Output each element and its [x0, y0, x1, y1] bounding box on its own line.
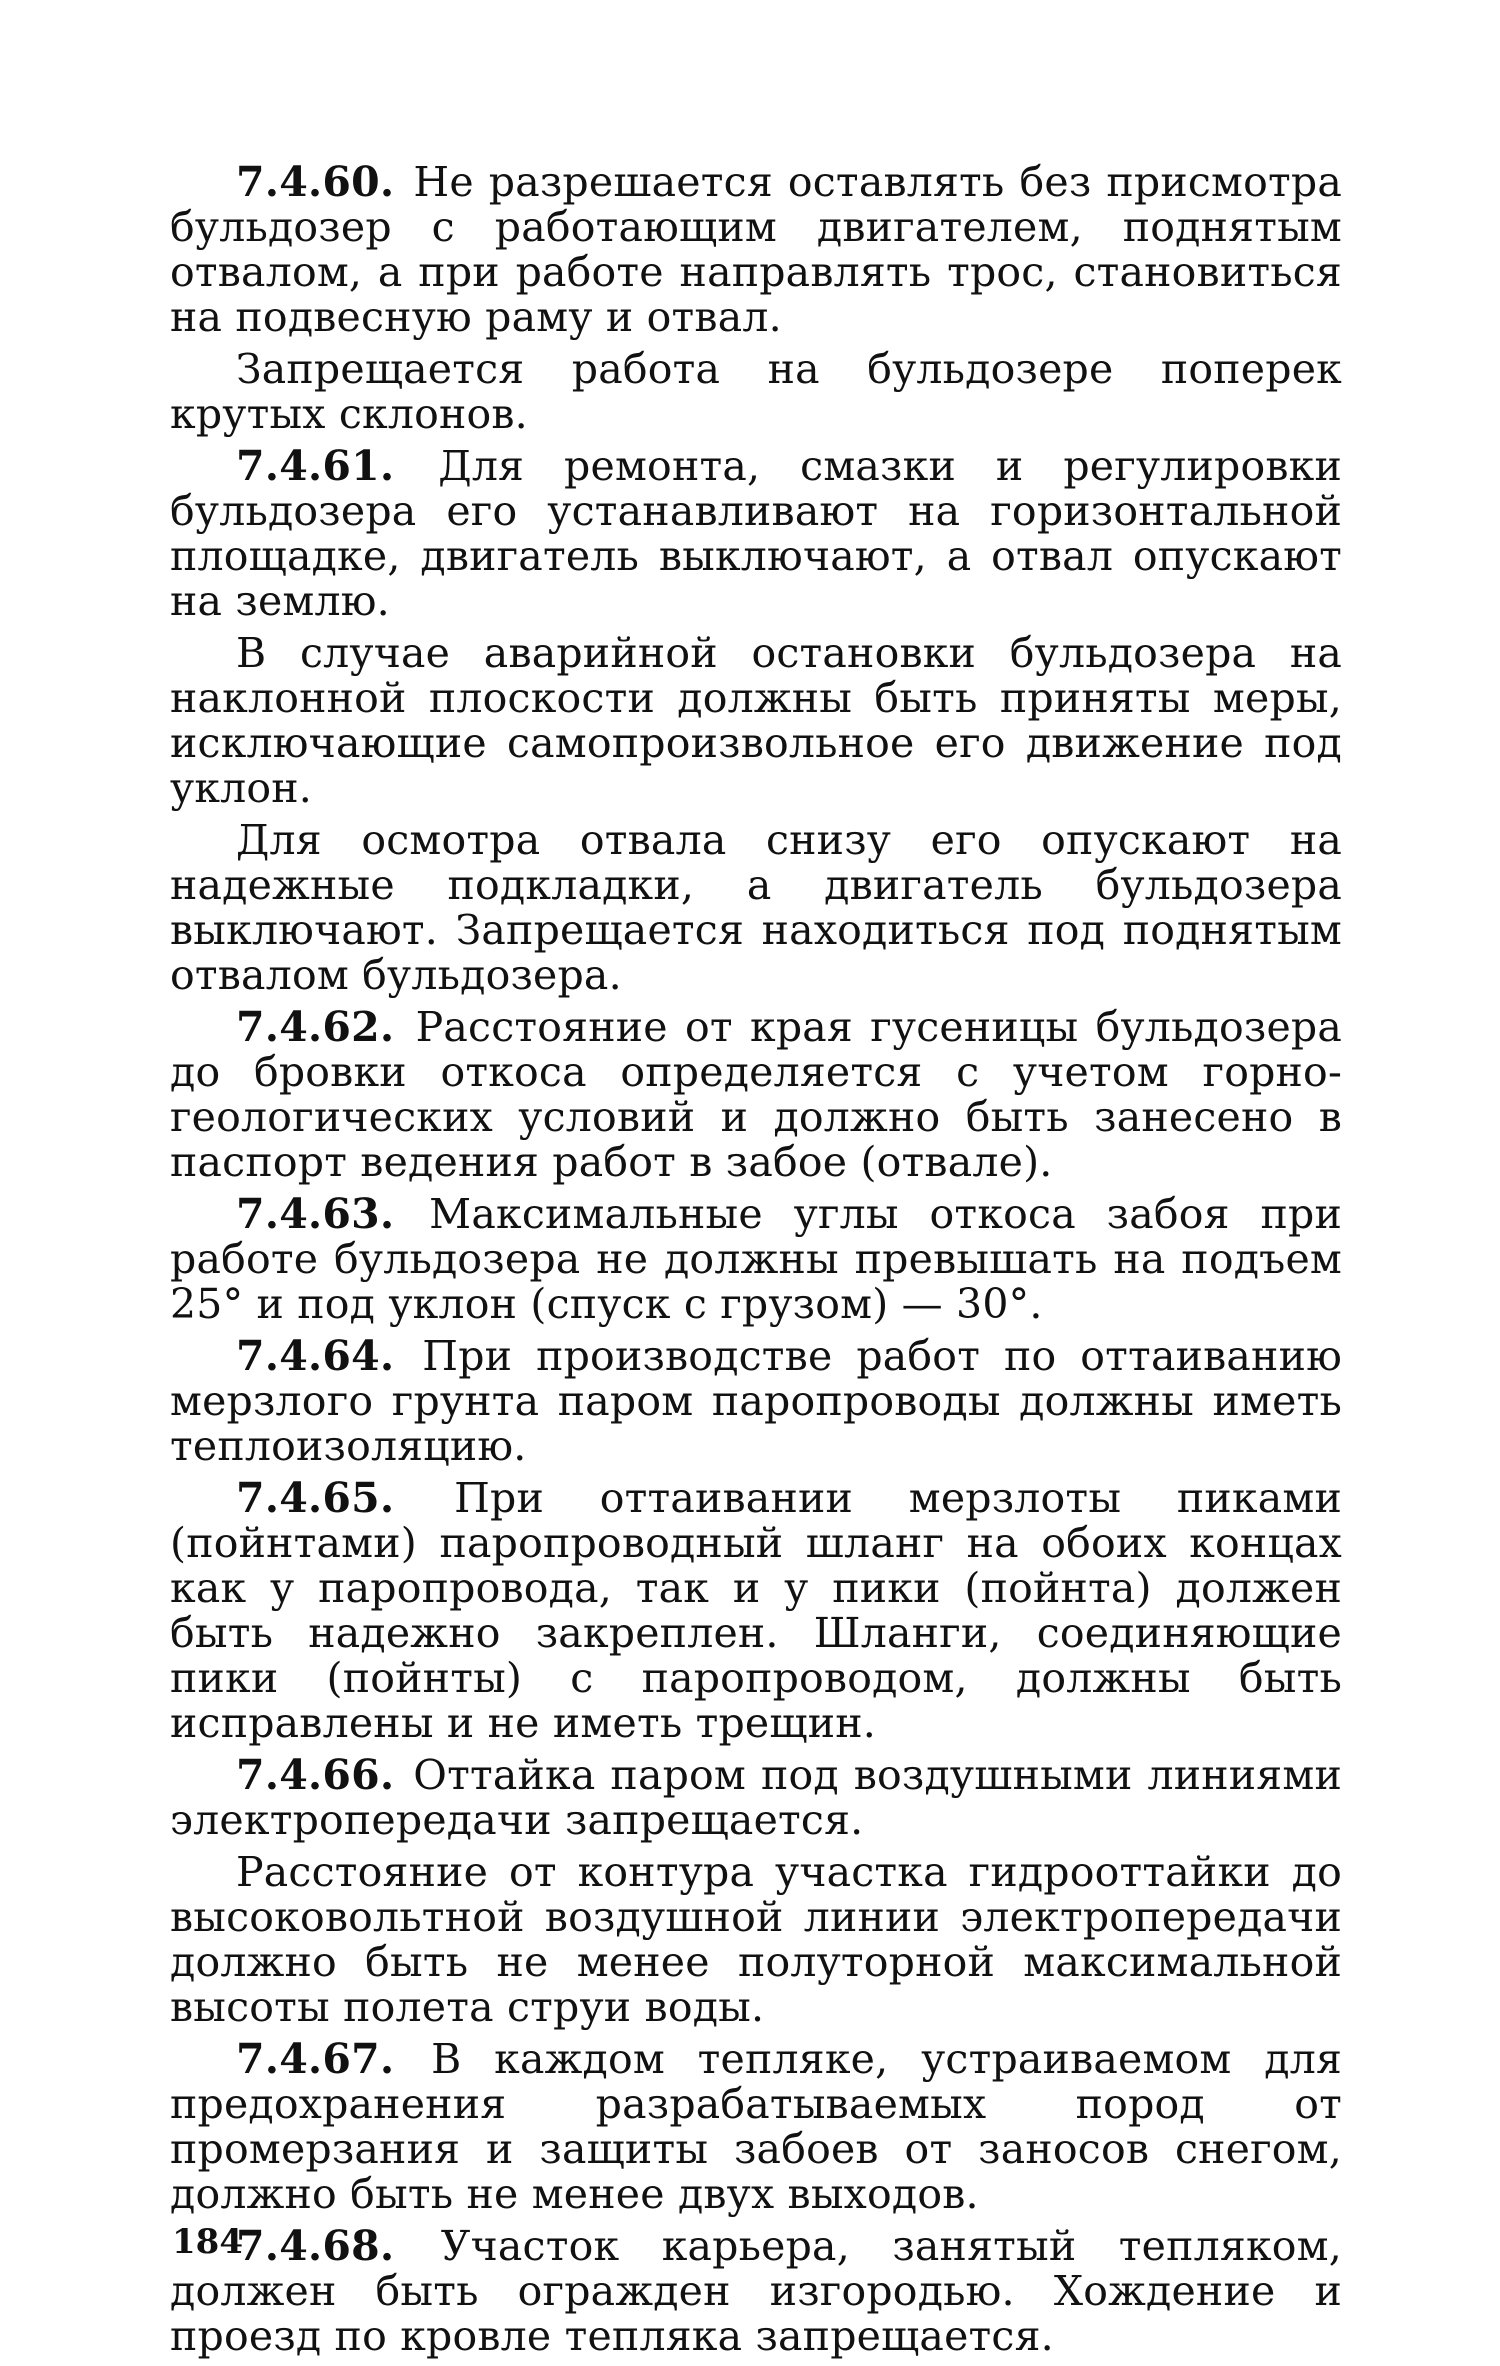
paragraph-7-4-62: [170, 1005, 1342, 1185]
paragraph-7-4-68: [170, 2224, 1342, 2359]
paragraph-7-4-67: [170, 2037, 1342, 2217]
paragraph-inspection: [170, 818, 1342, 998]
section-number: 7.4.66.: [236, 1751, 395, 1799]
paragraph-7-4-60: [170, 160, 1342, 340]
section-number: 7.4.65.: [236, 1474, 395, 1522]
paragraph-7-4-64: [170, 1334, 1342, 1469]
paragraph-text: Оттайка паром под воздушными линиями электропередачи запрещается.: [170, 1751, 1342, 1844]
paragraph-slopes: [170, 347, 1342, 437]
paragraph-7-4-61: [170, 444, 1342, 624]
page-body: [170, 160, 1342, 2366]
section-number: 7.4.60.: [236, 158, 395, 206]
section-number: 7.4.64.: [236, 1332, 395, 1380]
section-number: 7.4.67.: [236, 2035, 395, 2083]
paragraph-text: В случае аварийной остановки бульдозера на наклонной плоскости должны быть приняты меры, исключающие самопроизвольное его движение под уклон.: [170, 629, 1342, 812]
paragraph-text: Участок карьера, занятый тепляком, должен быть огражден изгородью. Хождение и проезд по кровле тепляка запрещается.: [170, 2222, 1343, 2360]
section-number: 7.4.62.: [236, 1003, 395, 1051]
section-number: 7.4.68.: [236, 2222, 395, 2270]
paragraph-text: Для осмотра отвала снизу его опускают на надежные подкладки, а двигатель бульдозера выключают. Запрещается находиться под поднятым отвалом бульдозера.: [170, 816, 1342, 999]
paragraph-hydro-thawing: [170, 1850, 1342, 2030]
section-number: 7.4.61.: [236, 442, 395, 490]
paragraph-7-4-63: [170, 1192, 1342, 1327]
paragraph-7-4-65: [170, 1476, 1342, 1746]
paragraph-text: В каждом тепляке, устраиваемом для предохранения разрабатываемых пород от промерзания и защиты забоев от заносов снегом, должно быть не менее двух выходов.: [170, 2035, 1343, 2218]
paragraph-text: Расстояние от контура участка гидрооттайки до высоковольтной воздушной линии электропередачи должно быть не менее полуторной максимальной высоты полета струи воды.: [170, 1848, 1342, 2031]
paragraph-text: Расстояние от края гусеницы бульдозера до бровки откоса определяется с учетом горно-геологических условий и должно быть занесено в паспорт ведения работ в забое (отвале).: [170, 1003, 1343, 1186]
paragraph-text: При оттаивании мерзлоты пиками (пойнтами) паропроводный шланг на обоих концах как у паропровода, так и у пики (пойнта) должен быть надежно закреплен. Шланги, соединяющие пики (пойнты) с паропроводом, должны быть исправлены и не иметь трещин.: [170, 1474, 1342, 1747]
paragraph-emergency-stop: [170, 631, 1342, 811]
paragraph-text: Для ремонта, смазки и регулировки бульдозера его устанавливают на горизонтальной площадке, двигатель выключают, а отвал опускают на землю.: [170, 442, 1342, 625]
paragraph-text: Запрещается работа на бульдозере поперек крутых склонов.: [170, 345, 1342, 438]
paragraph-text: Максимальные углы откоса забоя при работе бульдозера не должны превышать на подъем 25° и под уклон (спуск с грузом) — 30°.: [170, 1190, 1343, 1328]
paragraph-text: Не разрешается оставлять без присмотра бульдозер с работающим двигателем, поднятым отвалом, а при работе направлять трос, становиться на подвесную раму и отвал.: [170, 158, 1342, 341]
paragraph-7-4-66: [170, 1753, 1342, 1843]
page-number: 184: [172, 2222, 243, 2262]
section-number: 7.4.63.: [236, 1190, 395, 1238]
paragraph-text: При производстве работ по оттаиванию мерзлого грунта паром паропроводы должны иметь теплоизоляцию.: [170, 1332, 1342, 1470]
